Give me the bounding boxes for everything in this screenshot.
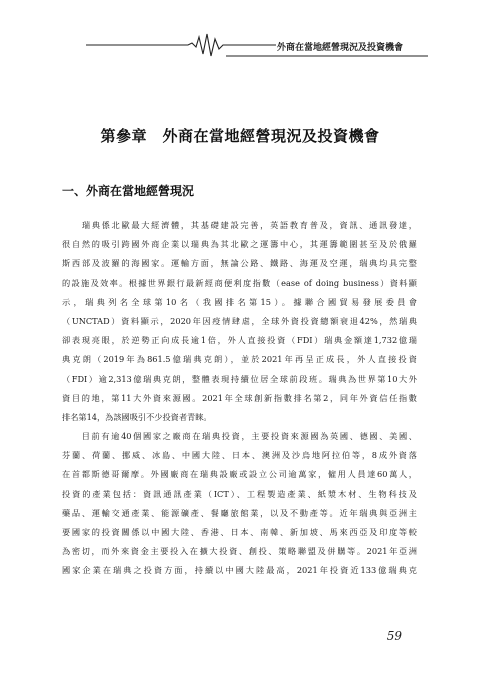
text-line: 國家企業在瑞典之投資方面，持續以中國大陸最高，2021年投資近133億瑞典克	[62, 565, 417, 576]
section-heading: 一、外商在當地經營現況	[62, 184, 195, 198]
text-line: 為密切，而外來資金主要投入在擴大投資、創投、策略聯盟及併購等。2021年亞洲	[62, 546, 417, 557]
text-line: 目前有逾40個國家之廠商在瑞典投資，主要投資來源國為英國、德國、美國、	[62, 431, 417, 442]
text-line: 斯西部及波羅的海國家。運輸方面，無論公路、鐵路、海運及空運，瑞典均具完整	[62, 258, 417, 269]
running-header-title: 外商在當地經營現況及投資機會	[277, 43, 404, 53]
text-line: 很自然的吸引跨國外商企業以瑞典為其北歐之運籌中心，其運籌範圍甚至及於俄羅	[62, 239, 417, 250]
text-line: 的設施及效率。根據世界銀行最新經商便利度指數（ease of doing business）資料顯	[62, 277, 417, 288]
text-line: （UNCTAD）資料顯示，2020年因疫情肆虐，全球外資投資總額衰退42%，然瑞典	[62, 315, 417, 326]
chapter-title: 第參章 外商在當地經營現況及投資機會	[100, 127, 380, 145]
page-number: 59	[386, 629, 402, 643]
text-line: （FDI）逾2,313億瑞典克朗，整體表現持續位居全球前段班。瑞典為世界第10大外	[62, 373, 417, 384]
text-line: 典克朗（2019年為861.5億瑞典克朗），並於2021年再呈正成長，外人直接投資	[62, 354, 417, 365]
paragraph-2	[62, 427, 417, 581]
text-line: 芬蘭、荷蘭、挪威、冰島、中國大陸、日本、澳洲及沙烏地阿拉伯等，8成外資落	[62, 450, 417, 461]
text-line: 投資的產業包括：資訊通訊產業（ICT）、工程製造產業、紙漿木材、生物科技及	[62, 488, 417, 499]
text-line: 排名第14，為該國吸引不少投資者青睞。	[62, 411, 212, 422]
text-line: 卻表現亮眼，於逆勢正向成長逾1倍，外人直接投資（FDI）瑞典金額達1,732億瑞	[62, 335, 417, 346]
text-line: 資目的地，第11大外資來源國。2021年全球創新指數排名第2，同年外資信任指數	[62, 392, 417, 403]
text-line: 在首都斯德哥爾摩。外國廠商在瑞典設廠或設立公司逾萬家，僱用人員達60萬人，	[62, 469, 417, 480]
text-line: 藥品、運輸交通產業、能源礦產、餐廳旅館業，以及不動產等。近年瑞典與亞洲主	[62, 507, 417, 518]
text-line: 要國家的投資關係以中國大陸、香港、日本、南韓、新加坡、馬來西亞及印度等較	[62, 527, 417, 537]
paragraph-1	[62, 216, 417, 427]
text-line: 示，瑞典列名全球第10名（我國排名第15）。據聯合國貿易發展委員會	[62, 296, 417, 307]
body-text	[62, 216, 417, 581]
text-line: 瑞典係北歐最大經濟體，其基礎建設完善，英語教育普及，資訊、通訊發達，	[62, 220, 417, 230]
